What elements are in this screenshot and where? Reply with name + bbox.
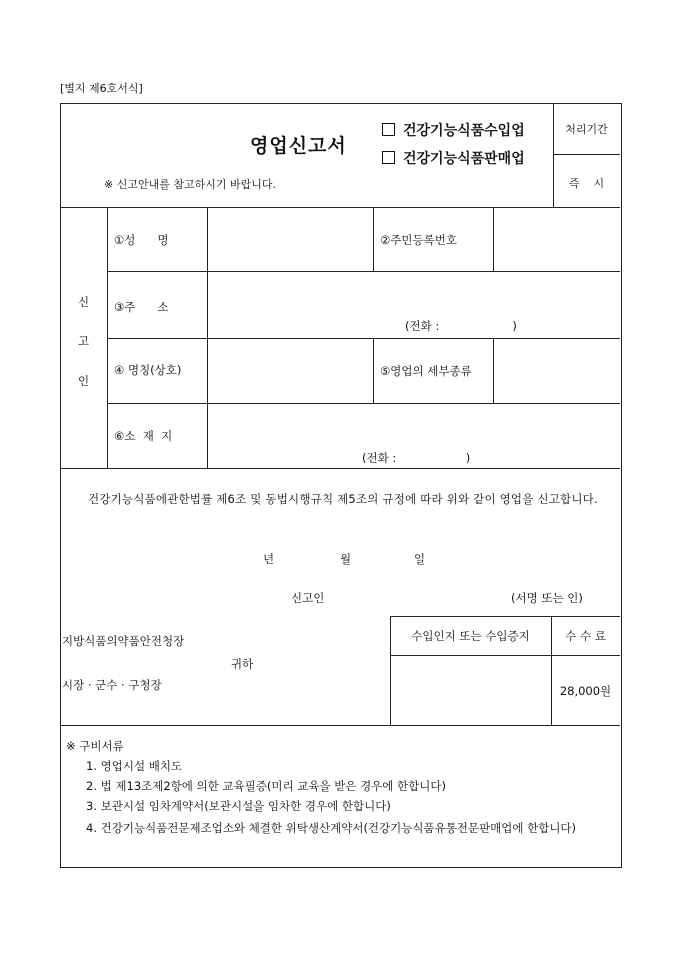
declaration-text: 건강기능식품에관한법률 제6조 및 동법시행규칙 제5조의 규정에 따라 위와 같이 영업을 신고합니다. bbox=[88, 492, 598, 506]
recipient-line2: 시장 · 군수 · 구청장 bbox=[62, 678, 162, 692]
form-title: 영업신고서 bbox=[250, 135, 347, 157]
stamp-label: 수입인지 또는 수입증지 bbox=[411, 629, 530, 643]
fee-value: 28,000원 bbox=[559, 684, 612, 698]
location-label: ⑥소 재 지 bbox=[114, 429, 173, 443]
col-line bbox=[373, 207, 374, 271]
name-label: ①성 명 bbox=[114, 233, 169, 247]
checkbox-icon[interactable] bbox=[382, 123, 395, 136]
applicant-label: 신고인 bbox=[291, 591, 325, 605]
business-type-label: ⑤영업의 세부종류 bbox=[380, 364, 472, 378]
date-year-label: 년 bbox=[263, 552, 275, 566]
processing-divider bbox=[553, 103, 554, 207]
documents-heading: ※ 구비서류 bbox=[66, 739, 124, 753]
name-input[interactable] bbox=[208, 208, 372, 270]
document-item: 4. 건강기능식품전문제조업소와 체결한 위탁생산계약서(건강기능식품유통전문판매업에 한합니다) bbox=[86, 821, 577, 835]
col-line bbox=[373, 338, 374, 403]
processing-label: 처리기간 bbox=[565, 123, 608, 136]
regno-label: ②주민등록번호 bbox=[380, 233, 457, 247]
section-divider bbox=[60, 468, 620, 469]
section-divider bbox=[60, 725, 620, 726]
document-item: 2. 법 제13조제2항에 의한 교육필증(미리 교육을 받은 경우에 한합니다) bbox=[86, 779, 446, 793]
recipient-honorific: 귀하 bbox=[231, 657, 254, 671]
form-label: [별지 제6호서식] bbox=[60, 82, 143, 95]
option-import-label: 건강기능식품수입업 bbox=[403, 123, 525, 139]
section-label-char: 인 bbox=[77, 374, 90, 388]
section-label-char: 신 bbox=[77, 295, 90, 309]
address-phone: (전화 : ) bbox=[405, 319, 517, 333]
option-sales[interactable] bbox=[382, 148, 525, 168]
processing-value: 즉 시 bbox=[568, 177, 605, 190]
recipient-line1: 지방식품의약품안전청장 bbox=[62, 634, 185, 648]
option-import[interactable] bbox=[382, 120, 525, 140]
fee-label: 수 수 료 bbox=[565, 629, 606, 643]
regno-input[interactable] bbox=[494, 208, 619, 270]
checkbox-icon[interactable] bbox=[382, 151, 395, 164]
trade-name-label: ④ 명칭(상호) bbox=[114, 363, 182, 377]
date-month-label: 월 bbox=[340, 552, 352, 566]
col-line bbox=[107, 207, 108, 468]
box-line bbox=[390, 616, 620, 617]
notice-text: ※ 신고안내를 참고하시기 바랍니다. bbox=[104, 178, 276, 191]
option-sales-label: 건강기능식품판매업 bbox=[403, 151, 525, 167]
stamp-area[interactable] bbox=[391, 656, 550, 724]
address-label: ③주 소 bbox=[114, 300, 169, 314]
document-item: 3. 보관시설 임차계약서(보관시설을 임차한 경우에 한합니다) bbox=[86, 799, 391, 813]
date-day-label: 일 bbox=[414, 552, 426, 566]
trade-name-input[interactable] bbox=[208, 339, 372, 402]
signature-label: (서명 또는 인) bbox=[511, 591, 583, 605]
document-item: 1. 영업시설 배치도 bbox=[86, 759, 183, 773]
section-label-char: 고 bbox=[77, 334, 90, 348]
processing-hline bbox=[553, 154, 620, 155]
location-phone: (전화 : ) bbox=[362, 451, 471, 465]
business-type-input[interactable] bbox=[494, 339, 619, 402]
